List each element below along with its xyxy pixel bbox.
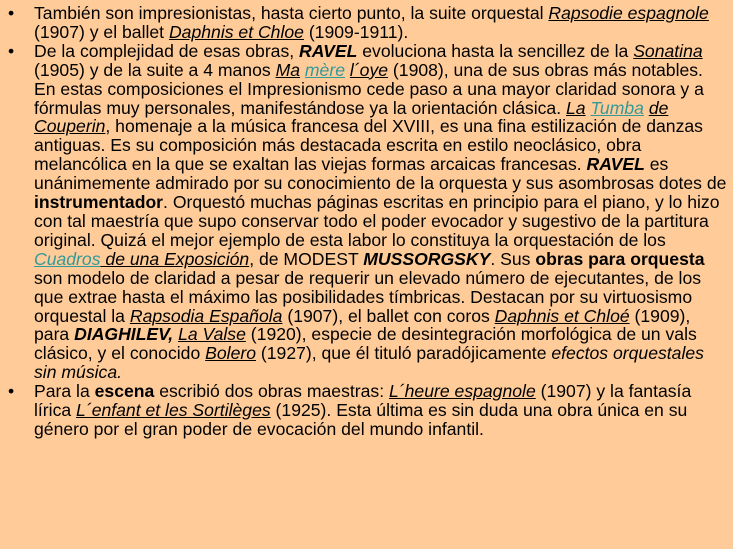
work-title-loye: l´oye [349,59,389,80]
composer-ravel: RAVEL [586,154,645,175]
work-title-sonatina: Sonatina [633,40,703,61]
text-run: evoluciona hasta la sencillez de la [357,40,634,61]
bullet-dot: • [8,3,15,23]
work-title-rapsodia-espanola: Rapsodia Española [129,305,283,326]
text-run: , de MODEST [249,248,364,269]
work-title-bolero: Bolero [205,343,256,364]
text-run: (1905) y de la suite a 4 manos [34,59,276,80]
keyword-instrumentador: instrumentador [34,192,164,213]
text-run: (1925). Esta última es sin duda una obra única en su género por el gran poder de evocación del mundo infantil. [34,400,688,439]
text-run: son modelo de claridad a pesar de requerir un elevado número de ejecutantes, de los que extrae hasta el máximo las posibilidades tímbricas. Destacan por su virtuosismo orquestal la [34,267,702,326]
link-cuadros[interactable]: Cuadros [34,248,101,269]
bullet-ravel [6,42,727,382]
bullet-dot: • [8,40,15,61]
text-run: (1920), especie de desintegración morfológica de un vals clásico, y el conocido [34,324,697,364]
bullet-escena [6,382,727,439]
bullet-dot: • [8,381,15,402]
work-title-la-valse: La Valse [178,324,246,345]
composer-ravel: RAVEL [299,40,358,61]
text-run: (1907) y el ballet [34,21,169,42]
work-title-ma: Ma [275,59,301,80]
text-run: . Orquestó muchas páginas escritas en principio para el piano, y lo hizo con tal maestría que supo conservar todo el poder evocador y sugestivo de la partitura original. Quizá el mejor ejemplo de esta labor lo constituya la orquestación de los [34,192,720,250]
text-run: . Sus [490,248,536,269]
work-title-exposicion: de una Exposición [100,248,250,269]
text-run: , homenaje a la música francesa del XVIII, es una fina estilización de danzas antiguas. Es su composición más destacada escrita en estilo neoclásico, obra melancólica en la que se exaltan las viejas formas arcaicas francesas. [34,116,703,175]
work-title-couperin: de Couperin [34,97,669,137]
keyword-obras-orquesta: obras para orquesta [535,248,705,269]
text-run: (1908), una de sus obras más notables. En estas composiciones el Impresionismo cede paso a una mayor claridad sonora y a fórmulas muy personales, manifestándose ya la orientación clásica. [34,59,704,118]
text-run: También son impresionistas, hasta cierto punto, la suite orquestal [34,3,549,23]
text-run: (1907) y la fantasía lírica [34,381,692,421]
text-run: (1927), que él tituló paradójicamente [256,343,552,364]
link-mere[interactable]: mère [304,59,345,80]
work-title-daphnis: Daphnis et Chloé [494,305,630,326]
work-title-la: La [566,97,586,118]
text-run: De la complejidad de esas obras, [34,40,300,61]
bullet-list [6,4,727,439]
work-title-rapsodie-espagnole: Rapsodie espagnole [548,3,709,23]
link-tumba[interactable]: Tumba [590,97,644,118]
text-run: (1909), para [34,305,691,345]
name-diaghilev: DIAGHILEV, [74,324,174,345]
work-title-daphnis: Daphnis et Chloe [168,21,304,42]
text-run: escribió dos obras maestras: [154,381,389,402]
keyword-escena: escena [94,381,155,402]
text-run: (1907), el ballet con coros [282,305,495,326]
text-run: Para la [34,381,95,402]
bullet-rapsodie [6,4,727,42]
text-run: (1909-1911). [303,21,409,42]
work-title-heure-espagnole: L´heure espagnole [389,381,536,402]
work-title-enfant: L´enfant et les Sortilèges [76,400,271,421]
composer-mussorgsky: MUSSORGSKY [363,248,491,269]
quote-efectos: efectos orquestales sin música. [34,343,704,383]
text-run: es unánimemente admirado por su conocimiento de la orquesta y sus asombrosas dotes de [34,154,727,194]
